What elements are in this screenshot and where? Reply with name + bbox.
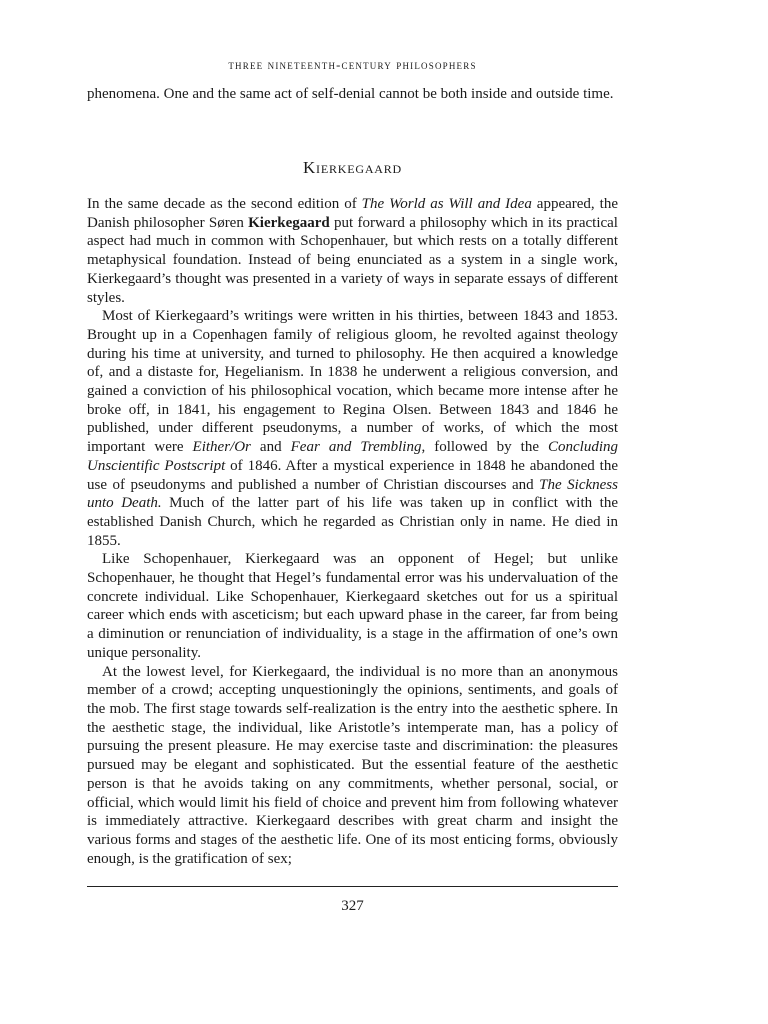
p1-name-kierkegaard: Kierkegaard [248,214,330,231]
p2-text-c: and [250,439,291,456]
p1-text-c: appeared, the Danish philosopher Søren [87,196,618,231]
main-text-block [87,195,618,868]
p2-text-a: Most of Kierkegaard’s writings were written in his thirties, between 1843 and 1853. Brought up in a Copenhagen family of religious gloom, he revolted against theology during his time at university, and turned to philosophy. He then acquired a knowledge of, and a distaste for, Hegelianism. In 1838 he underwent a religious conversion, and gained a conviction of his philosophical vocation, which became more intense after he broke off, in 1841, his engagement to Regina Olsen. Between 1843 and 1846 he published, under different pseudonyms, a number of works, of which the most important were [87,308,618,456]
p1-book-title-world-as-will: The World as Will and Idea [361,196,532,212]
p1-text-a: In the same decade as the second edition of [87,196,362,212]
paragraph-1 [87,195,618,307]
running-head: three nineteenth-century philosophers [228,58,477,72]
carryover-text-block [87,85,618,104]
p2-text-i: Much of the latter part of his life was taken up in conflict with the established Danish Church, which he regarded as Christian only in name. He died in 1855. [87,495,618,549]
p2-title-either-or: Either/Or [192,439,251,456]
p1-text-e: put forward a philosophy which in its practical aspect had much in common with Schopenhauer, but which rests on a totally different metaphysical foundation. Instead of being enunciated as a system in a single work, Kierkegaard’s thought was presented in a variety of ways in separate essays of different styles. [87,214,618,306]
carryover-paragraph: phenomena. One and the same act of self-denial cannot be both inside and outside time. [87,86,614,102]
section-heading: Kierkegaard [302,158,403,177]
p2-title-fear-and-trembling: Fear and Trembling [290,439,422,456]
paragraph-4: At the lowest level, for Kierkegaard, the individual is no more than an anonymous member of a crowd; accepting unquestioningly the opinions, sentiments, and goals of the mob. The first stage towards self-realization is the entry into the aesthetic sphere. In the aesthetic stage, the individual, like Aristotle’s intemperate man, has a policy of pursuing the present pleasure. He may exercise taste and discrimination: the pleasures pursued may be elegant and sophisticated. But the essential feature of the aesthetic person is that he avoids taking on any commitments, whether personal, social, or official, which would limit his field of choice and prevent him from following whatever is immediately attractive. Kierkegaard describes with great charm and insight the various forms and stages of the aesthetic life. One of its most enticing forms, obviously enough, is the gratification of sex; [87,663,618,867]
paragraph-3: Like Schopenhauer, Kierkegaard was an opponent of Hegel; but unlike Schopenhauer, he thought that Hegel’s fundamental error was his undervaluation of the concrete individual. Like Schopenhauer, Kierkegaard sketches out for us a spiritual career which ends with asceticism; but each upward phase in the career, far from being a diminution or renunciation of individuality, is a stage in the affirmation of one’s own unique personality. [87,551,618,661]
p2-text-e: , followed by the [421,439,549,456]
p2-title-postscript: Concluding Unscientific Postscript [87,439,619,474]
footer-rule [87,886,618,887]
page-number: 327 [341,898,364,914]
paragraph-2 [87,307,618,550]
p2-text-g: of 1846. After a mystical experience in 1848 he abandoned the use of pseudonyms and published a number of Christian discourses and [87,457,618,493]
p2-title-sickness-unto-death: The Sickness unto Death. [87,476,618,512]
